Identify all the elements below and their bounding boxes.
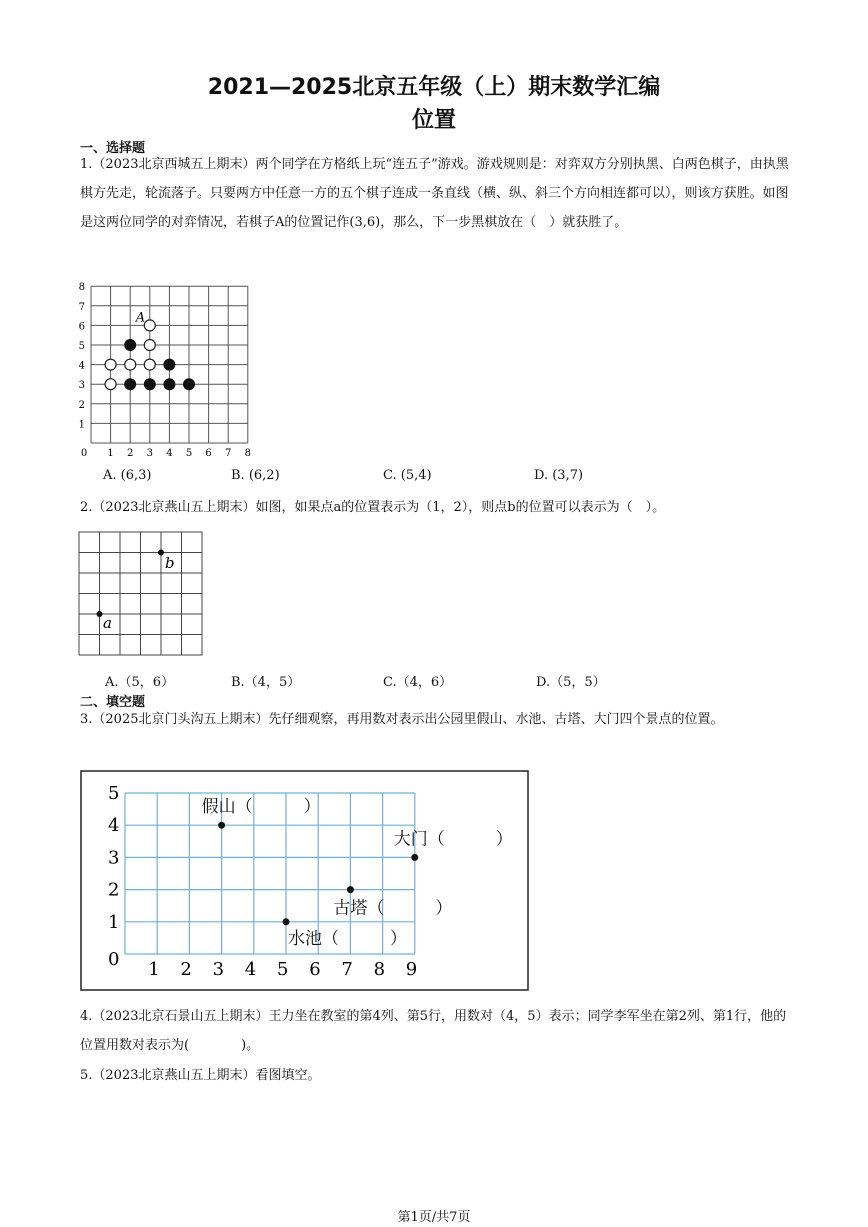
y-tick-label: 5 bbox=[108, 783, 120, 804]
x-tick-label: 8 bbox=[244, 448, 251, 458]
y-tick-label: 0 bbox=[108, 949, 120, 970]
q3-park-map-figure bbox=[80, 770, 530, 992]
q1-option-c: C. (5,4) bbox=[383, 468, 432, 483]
white-stone bbox=[144, 340, 155, 351]
x-tick-label: 2 bbox=[180, 959, 192, 980]
q1-option-d: D. (3,7) bbox=[534, 468, 584, 483]
white-stone bbox=[125, 359, 136, 370]
q1-go-board-figure bbox=[74, 276, 259, 458]
page-title: 2021—2025北京五年级（上）期末数学汇编 bbox=[207, 75, 661, 100]
x-tick-label: 6 bbox=[205, 448, 212, 458]
white-stone bbox=[105, 359, 116, 370]
q2-option-b: B.（4，5） bbox=[231, 675, 301, 690]
location-label: 古塔（ ） bbox=[333, 898, 453, 919]
black-stone bbox=[164, 359, 175, 370]
y-tick-label: 5 bbox=[78, 341, 85, 352]
x-tick-label: 0 bbox=[80, 448, 88, 458]
y-tick-label: 7 bbox=[78, 301, 85, 313]
section-choice-heading: 一、选择题 bbox=[80, 141, 146, 156]
location-point bbox=[411, 854, 418, 861]
x-tick-label: 3 bbox=[212, 959, 225, 980]
y-tick-label: 4 bbox=[78, 360, 85, 372]
q1-option-b: B. (6,2) bbox=[231, 468, 280, 483]
point-b bbox=[158, 550, 164, 556]
section-fill-heading: 二、填空题 bbox=[80, 695, 146, 710]
page-subtitle: 位置 bbox=[411, 108, 456, 133]
location-point bbox=[283, 918, 290, 925]
y-tick-label: 2 bbox=[78, 399, 85, 411]
x-tick-label: 5 bbox=[277, 959, 289, 980]
black-stone bbox=[144, 379, 155, 390]
black-stone bbox=[125, 379, 136, 390]
y-tick-label: 3 bbox=[108, 847, 120, 869]
y-tick-label: 1 bbox=[108, 911, 120, 933]
x-tick-label: 5 bbox=[185, 448, 193, 458]
question-4-text: 4.（2023北京石景山五上期末）王力坐在教室的第4列、第5行，用数对（4，5）表示；同学李军坐在第2列、第1行，他的位置用数对表示为( )。 bbox=[80, 1009, 787, 1053]
question-3-text: 3.（2025北京门头沟五上期末）先仔细观察，再用数对表示出公园里假山、水池、古塔、大门四个景点的位置。 bbox=[80, 712, 724, 727]
y-tick-label: 8 bbox=[78, 282, 85, 294]
location-label: 假山（ ） bbox=[201, 797, 321, 818]
label-a: a bbox=[103, 614, 112, 632]
location-label: 大门（ ） bbox=[393, 829, 513, 850]
x-tick-label: 6 bbox=[309, 959, 321, 980]
location-label: 水池（ ） bbox=[288, 928, 407, 949]
y-tick-label: 1 bbox=[78, 419, 85, 431]
q2-option-c: C.（4，6） bbox=[383, 675, 453, 690]
black-stone bbox=[164, 379, 175, 390]
location-point bbox=[218, 822, 225, 829]
label-A: A bbox=[135, 310, 146, 326]
y-tick-label: 3 bbox=[78, 380, 85, 392]
q2-option-a: A.（5，6） bbox=[105, 675, 175, 690]
q1-option-a: A. (6,3) bbox=[103, 468, 152, 483]
x-tick-label: 4 bbox=[244, 959, 257, 980]
white-stone bbox=[144, 359, 155, 370]
white-stone bbox=[105, 379, 116, 390]
x-tick-label: 1 bbox=[148, 959, 160, 980]
location-point bbox=[347, 886, 354, 893]
white-stone bbox=[144, 320, 155, 331]
question-1-text: 1.（2023北京西城五上期末）两个同学在方格纸上玩“连五子”游戏。游戏规则是：对弈双方分别执黑、白两色棋子，由执黑棋方先走，轮流落子。只要两方中任意一方的五个棋子连成一条直线（横、纵、斜三个方向相连都可以），则该方获胜。如图是这两位同学的对弈情况，若棋子A的位置记作(3,6)，那么，下一步黑棋放在（ ）就获胜了。 bbox=[80, 157, 789, 230]
y-tick-label: 2 bbox=[108, 879, 120, 901]
label-b: b bbox=[165, 554, 175, 572]
x-tick-label: 8 bbox=[373, 959, 386, 980]
black-stone bbox=[184, 379, 195, 390]
x-tick-label: 4 bbox=[166, 448, 173, 458]
page-footer: 第1页/共7页 bbox=[397, 1210, 471, 1225]
point-a bbox=[97, 611, 103, 617]
y-tick-label: 6 bbox=[78, 321, 85, 333]
y-tick-label: 4 bbox=[108, 815, 120, 837]
x-tick-label: 7 bbox=[225, 448, 232, 458]
q2-option-d: D.（5，5） bbox=[536, 675, 606, 690]
q2-grid-figure bbox=[78, 531, 204, 657]
question-2-text: 2.（2023北京燕山五上期末）如图，如果点a的位置表示为（1，2），则点b的位置可以表示为（ ）。 bbox=[80, 500, 666, 515]
x-tick-label: 3 bbox=[146, 448, 153, 458]
question-5-text: 5.（2023北京燕山五上期末）看图填空。 bbox=[80, 1068, 321, 1083]
x-tick-label: 7 bbox=[341, 959, 353, 980]
black-stone bbox=[125, 340, 136, 351]
x-tick-label: 2 bbox=[127, 448, 134, 458]
x-tick-label: 1 bbox=[107, 448, 114, 458]
x-tick-label: 9 bbox=[405, 959, 418, 980]
